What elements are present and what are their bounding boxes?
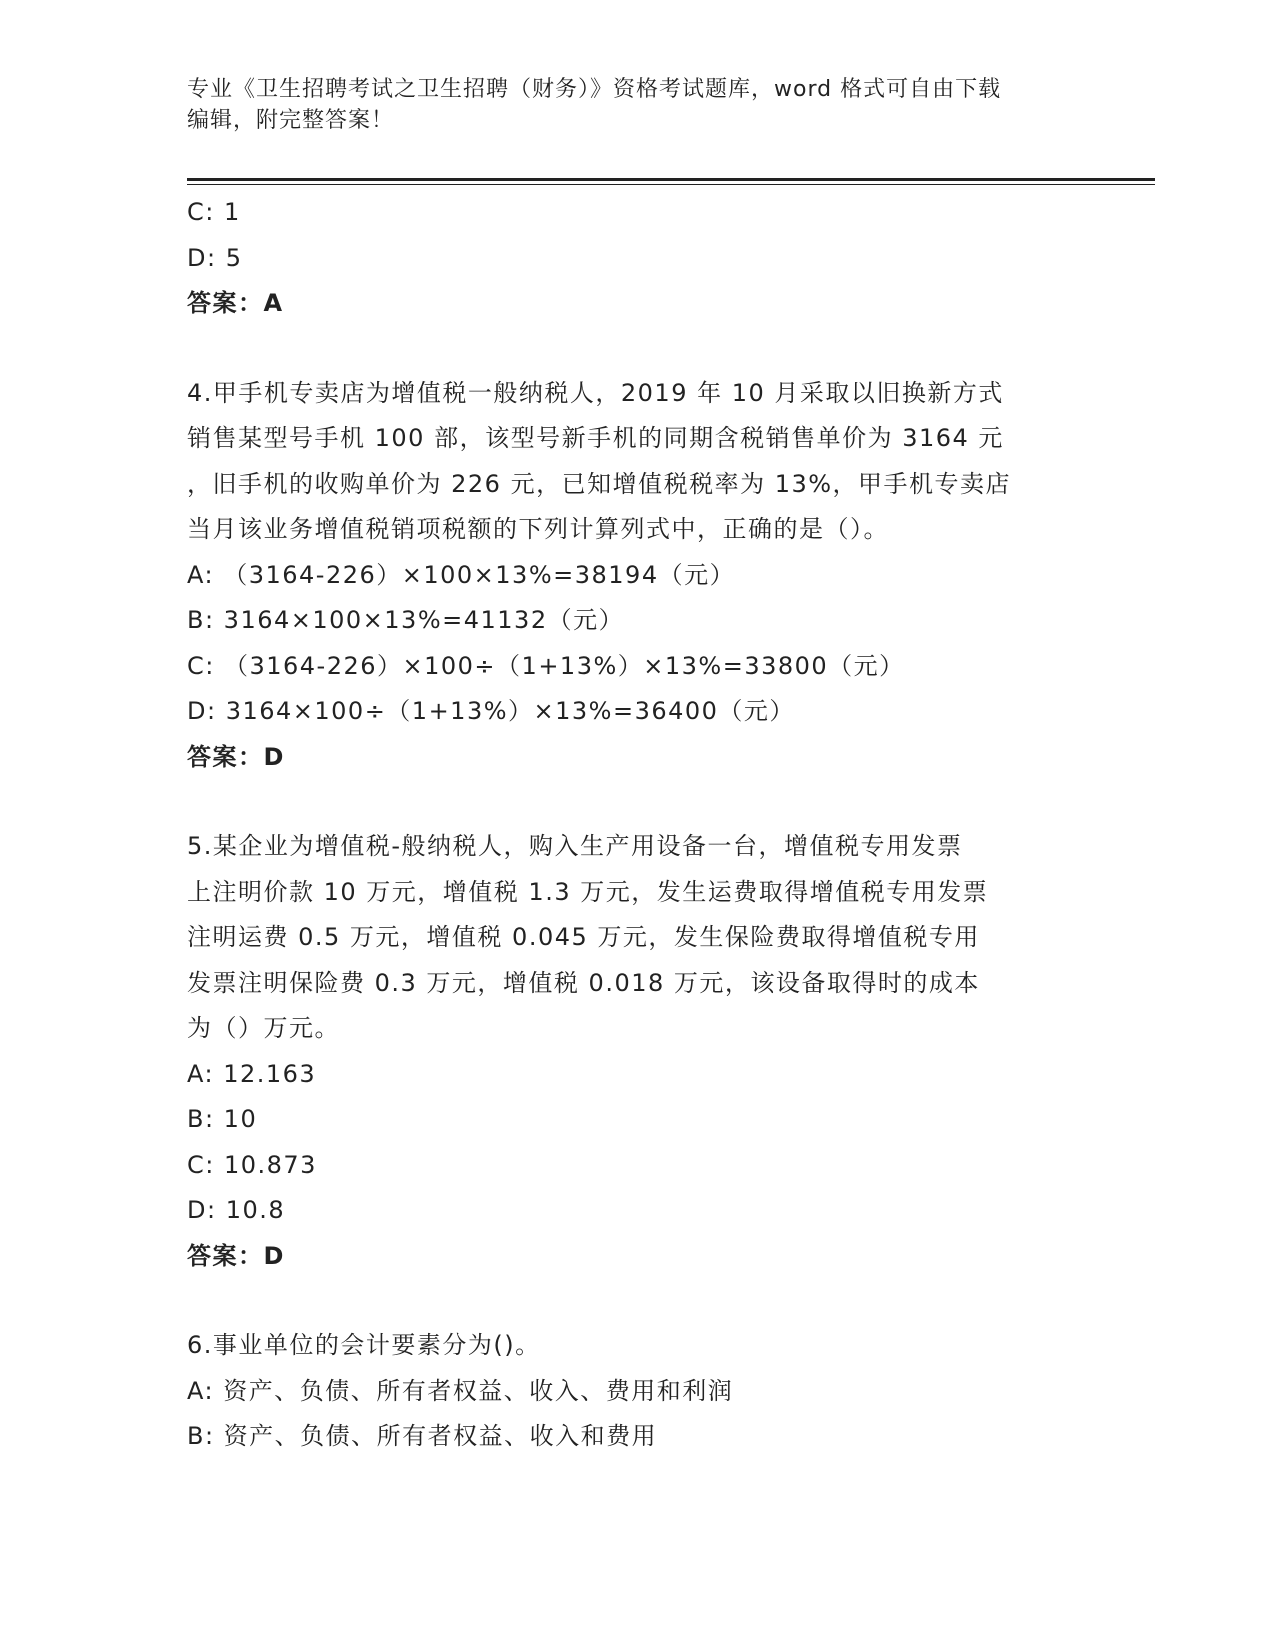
option-a: A: 12.163: [187, 1059, 317, 1088]
question-4: [187, 371, 1087, 781]
option-c: C: （3164-226）×100÷（1+13%）×13%=33800（元）: [187, 651, 905, 680]
answer-line: 答案：D: [187, 742, 285, 771]
option-d: D: 10.8: [187, 1196, 286, 1224]
option-a: A: （3164-226）×100×13%=38194（元）: [187, 560, 736, 589]
header-rule-thin: [187, 184, 1155, 185]
question-stem-line: 发票注明保险费 0.3 万元，增值税 0.018 万元，该设备取得时的成本: [187, 968, 980, 997]
header-line-2: 编辑，附完整答案！: [187, 108, 395, 133]
question-stem-line: ，旧手机的收购单价为 226 元，已知增值税税率为 13%，甲手机专卖店: [187, 469, 1012, 498]
question-stem-line: 4.甲手机专卖店为增值税一般纳税人，2019 年 10 月采取以旧换新方式: [187, 378, 1004, 407]
option-d: D: 5: [187, 243, 243, 272]
question-stem-line: 上注明价款 10 万元，增值税 1.3 万元，发生运费取得增值税专用发票: [187, 877, 989, 906]
question-5: [187, 824, 1087, 1279]
spacer: [187, 780, 1087, 824]
option-b: B: 10: [187, 1105, 258, 1133]
question-3-tail: [187, 190, 1087, 327]
option-a: A: 资产、负债、所有者权益、收入、费用和利润: [187, 1376, 734, 1405]
question-stem-line: 5.某企业为增值税-般纳税人，购入生产用设备一台，增值税专用发票: [187, 832, 963, 860]
question-stem-line: 销售某型号手机 100 部，该型号新手机的同期含税销售单价为 3164 元: [187, 424, 1004, 452]
header-line-1: 专业《卫生招聘考试之卫生招聘（财务）》资格考试题库，word 格式可自由下载: [187, 77, 1002, 102]
question-stem-line: 当月该业务增值税销项税额的下列计算列式中，正确的是（）。: [187, 515, 889, 543]
question-stem-line: 6.事业单位的会计要素分为()。: [187, 1331, 541, 1359]
spacer: [187, 327, 1087, 371]
answer-line: 答案：D: [187, 1241, 285, 1270]
question-stem-line: 注明运费 0.5 万元，增值税 0.045 万元，发生保险费取得增值税专用: [187, 923, 980, 951]
option-c: C: 1: [187, 198, 241, 226]
answer-line: 答案：A: [187, 289, 284, 317]
document-body: [187, 190, 1087, 1460]
option-b: B: 资产、负债、所有者权益、收入和费用: [187, 1422, 658, 1450]
spacer: [187, 1279, 1087, 1323]
option-d: D: 3164×100÷（1+13%）×13%=36400（元）: [187, 697, 795, 725]
question-6: [187, 1323, 1087, 1460]
option-c: C: 10.873: [187, 1150, 317, 1179]
question-stem-line: 为（）万元。: [187, 1014, 340, 1042]
document-header: [187, 74, 1087, 136]
option-b: B: 3164×100×13%=41132（元）: [187, 606, 625, 634]
header-rule-thick: [187, 178, 1155, 181]
